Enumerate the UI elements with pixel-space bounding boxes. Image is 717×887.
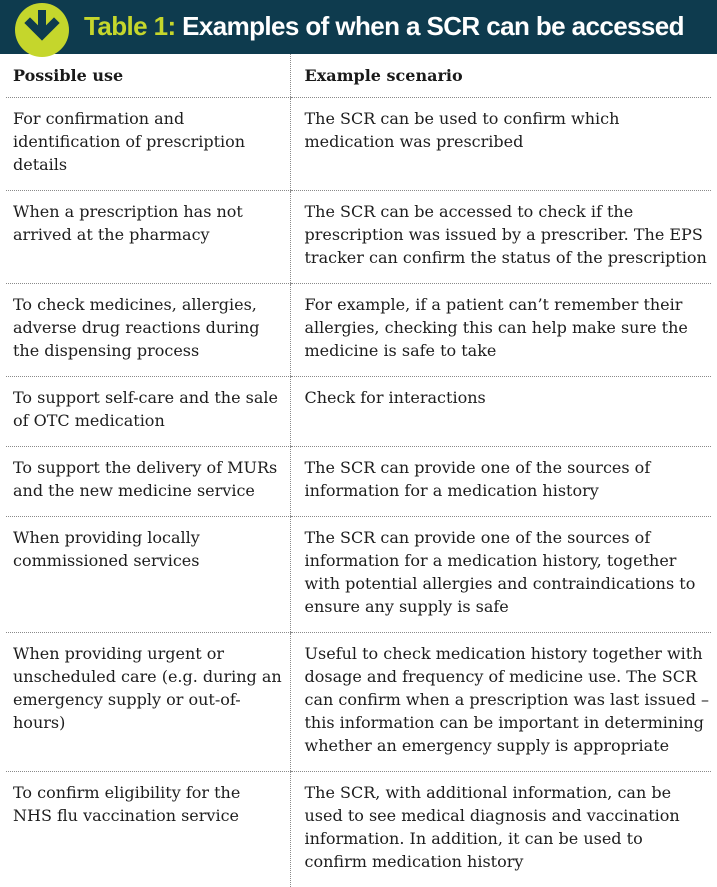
possible-use-cell: When providing locally commissioned services — [6, 517, 290, 633]
possible-use-cell: To support the delivery of MURs and the new medicine service — [6, 447, 290, 517]
possible-use-cell: When providing urgent or unscheduled care (e.g. during an emergency supply or out-of-hours) — [6, 633, 290, 772]
table-row — [6, 517, 711, 633]
column-header-example-scenario: Example scenario — [290, 54, 711, 98]
table-header-row — [6, 54, 711, 98]
table-row — [6, 191, 711, 284]
example-scenario-cell: Useful to check medication history together with dosage and frequency of medicine use. The SCR can confirm when a prescription was last issued – this information can be important in determining whether an emergency supply is appropriate — [290, 633, 711, 772]
table-row — [6, 633, 711, 772]
table-row — [6, 377, 711, 447]
example-scenario-cell: The SCR can provide one of the sources of information for a medication history, together with potential allergies and contraindications to ensure any supply is safe — [290, 517, 711, 633]
down-arrow-circle-icon — [14, 2, 70, 58]
example-scenario-cell: The SCR, with additional information, can be used to see medical diagnosis and vaccination information. In addition, it can be used to confirm medication history — [290, 772, 711, 887]
possible-use-cell: To check medicines, allergies, adverse drug reactions during the dispensing process — [6, 284, 290, 377]
table-title — [84, 8, 684, 44]
table-number: Table 1: — [84, 11, 176, 41]
example-scenario-cell: The SCR can be used to confirm which medication was prescribed — [290, 98, 711, 191]
table-row — [6, 447, 711, 517]
possible-use-cell: To support self-care and the sale of OTC medication — [6, 377, 290, 447]
table-row — [6, 772, 711, 887]
example-scenario-cell: The SCR can provide one of the sources of information for a medication history — [290, 447, 711, 517]
table-title-text: Examples of when a SCR can be accessed — [182, 11, 684, 41]
possible-use-cell: To confirm eligibility for the NHS flu vaccination service — [6, 772, 290, 887]
example-scenario-cell: Check for interactions — [290, 377, 711, 447]
column-header-possible-use: Possible use — [6, 54, 290, 98]
table-row — [6, 98, 711, 191]
scr-access-table — [6, 54, 711, 887]
table-row — [6, 284, 711, 377]
example-scenario-cell: For example, if a patient can’t remember their allergies, checking this can help make sure the medicine is safe to take — [290, 284, 711, 377]
table-header-bar — [0, 0, 717, 54]
possible-use-cell: When a prescription has not arrived at the pharmacy — [6, 191, 290, 284]
example-scenario-cell: The SCR can be accessed to check if the prescription was issued by a prescriber. The EPS tracker can confirm the status of the prescription — [290, 191, 711, 284]
possible-use-cell: For confirmation and identification of prescription details — [6, 98, 290, 191]
